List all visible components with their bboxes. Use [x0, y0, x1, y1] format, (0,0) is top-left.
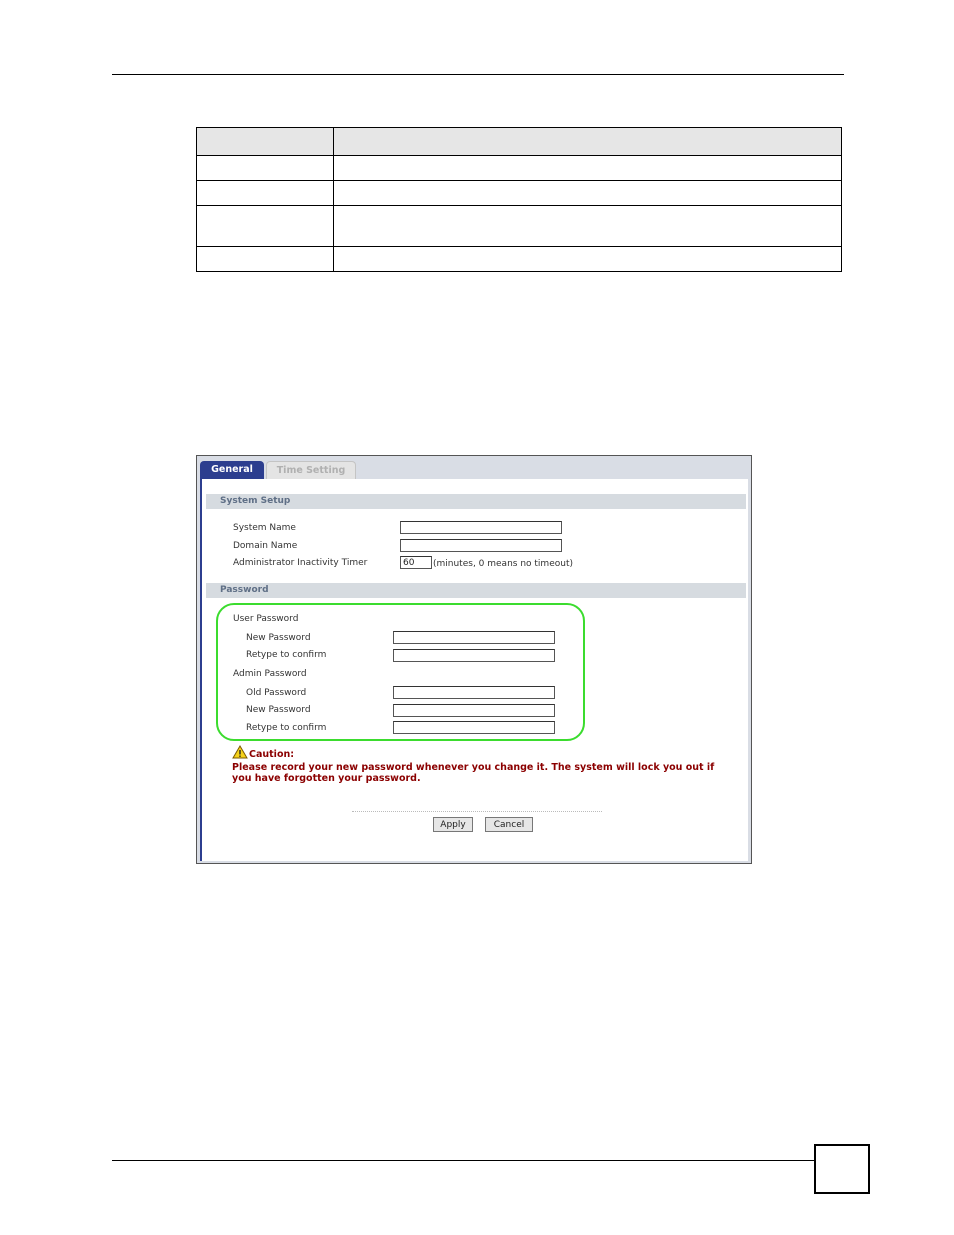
caution-title: Caution:	[249, 749, 295, 760]
page-number-box	[814, 1144, 870, 1194]
table-row	[197, 181, 842, 206]
user-new-password-input[interactable]	[393, 631, 555, 644]
password-heading: Password	[206, 583, 746, 598]
general-settings-screenshot	[196, 455, 752, 864]
caution-text: Please record your new password whenever you change it. The system will lock you out if you have forgotten your password.	[232, 762, 715, 784]
table-cell	[334, 247, 842, 272]
inactivity-timer-label: Administrator Inactivity Timer	[233, 558, 368, 568]
table-row	[197, 247, 842, 272]
description-table	[196, 127, 842, 272]
settings-panel	[200, 479, 748, 861]
table-cell	[197, 206, 334, 247]
table-header-row	[197, 128, 842, 156]
user-retype-input[interactable]	[393, 649, 555, 662]
admin-old-password-input[interactable]	[393, 686, 555, 699]
admin-retype-input[interactable]	[393, 721, 555, 734]
system-name-input[interactable]	[400, 521, 562, 534]
system-setup-heading: System Setup	[206, 494, 746, 509]
table-cell	[197, 128, 334, 156]
user-retype-label: Retype to confirm	[246, 650, 327, 660]
system-name-label: System Name	[233, 523, 296, 533]
cancel-button[interactable]: Cancel	[485, 817, 533, 832]
footer-rule	[112, 1160, 814, 1161]
admin-new-password-label: New Password	[246, 705, 311, 715]
tab-time-setting[interactable]: Time Setting	[266, 461, 356, 479]
admin-new-password-input[interactable]	[393, 704, 555, 717]
table-cell	[334, 156, 842, 181]
header-rule	[112, 74, 844, 75]
warning-icon	[232, 745, 248, 759]
user-new-password-label: New Password	[246, 633, 311, 643]
domain-name-label: Domain Name	[233, 541, 298, 551]
table-cell	[197, 247, 334, 272]
table-row	[197, 206, 842, 247]
apply-button[interactable]: Apply	[433, 817, 473, 832]
domain-name-input[interactable]	[400, 539, 562, 552]
admin-password-label: Admin Password	[233, 669, 307, 679]
table-cell	[334, 206, 842, 247]
tab-general[interactable]: General	[200, 461, 264, 479]
table-cell	[197, 156, 334, 181]
table-cell	[197, 181, 334, 206]
table-row	[197, 156, 842, 181]
admin-retype-label: Retype to confirm	[246, 723, 327, 733]
button-divider	[352, 811, 602, 812]
admin-old-password-label: Old Password	[246, 688, 307, 698]
inactivity-timer-input[interactable]	[400, 556, 432, 569]
table-cell	[334, 181, 842, 206]
inactivity-timer-hint: (minutes, 0 means no timeout)	[433, 559, 573, 569]
table-cell	[334, 128, 842, 156]
user-password-label: User Password	[233, 614, 299, 624]
